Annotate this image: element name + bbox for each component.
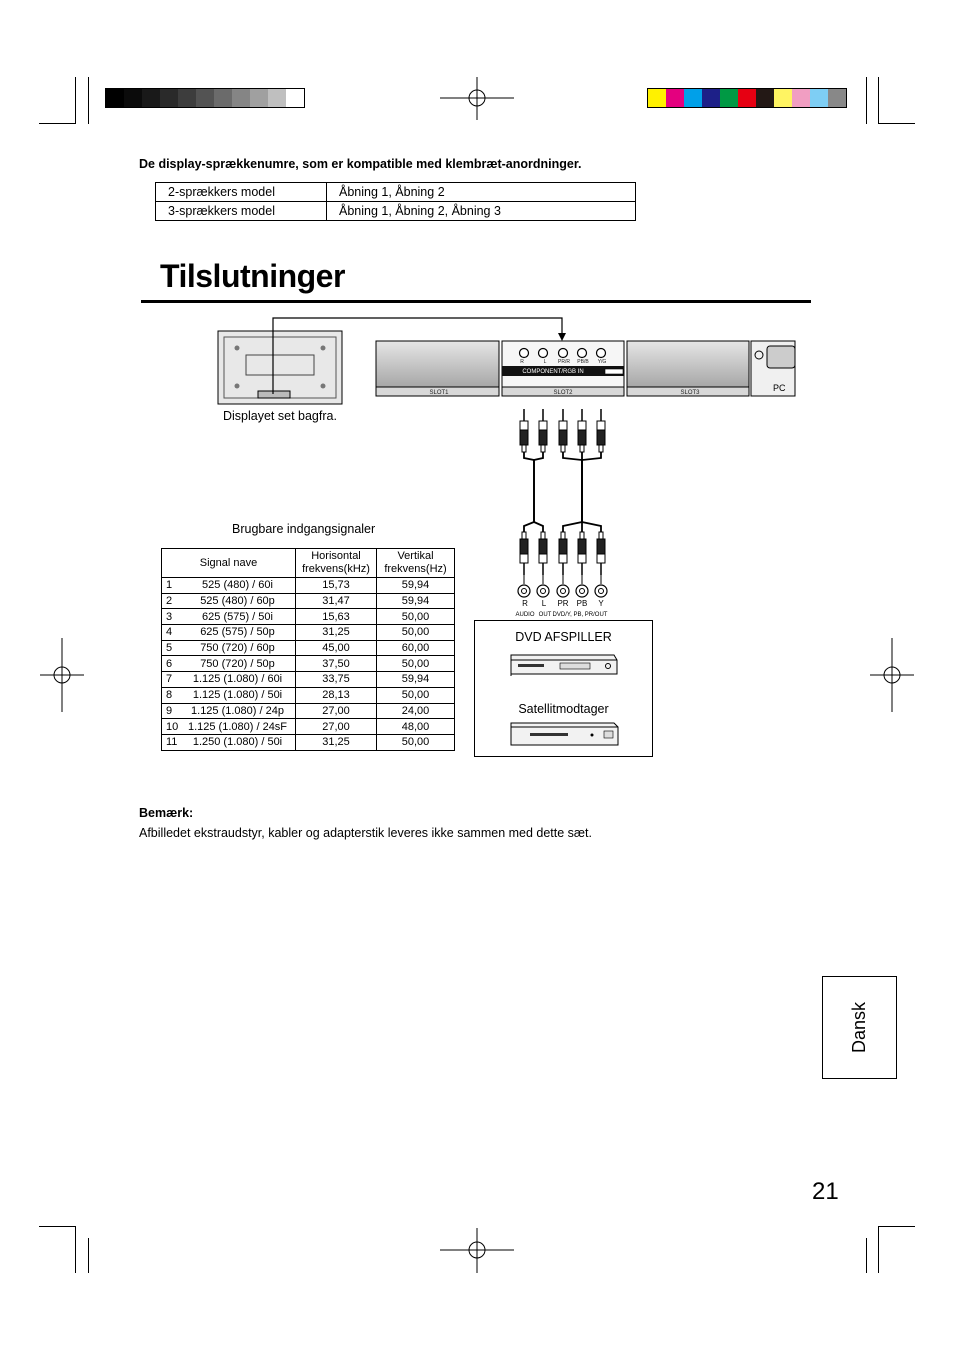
rca-plug-icon [578, 532, 586, 575]
table-row [162, 656, 455, 672]
table-row [162, 703, 455, 719]
rca-jack-icon [518, 575, 530, 597]
jack-label: L [541, 599, 547, 608]
rca-plug-icon [597, 532, 605, 575]
rca-plug-icon [539, 532, 547, 575]
signal-number: 5 [162, 640, 181, 656]
rca-plug-icon [559, 409, 567, 452]
vertical-frequency: 50,00 [377, 625, 455, 641]
signal-number: 10 [162, 719, 181, 735]
panel-top-label: R [520, 359, 524, 365]
jack-label: R [522, 599, 528, 608]
slot3-label: SLOT3 [680, 390, 700, 396]
table-row [162, 687, 455, 703]
horizontal-frequency: 15,73 [296, 578, 377, 594]
jack-label: AUDIO [515, 612, 535, 618]
header-line: frekvens(kHz) [302, 563, 370, 575]
vertical-frequency: 50,00 [377, 656, 455, 672]
signal-name: 625 (575) / 50i [180, 609, 296, 625]
display-caption: Displayet set bagfra. [223, 409, 337, 423]
dvd-player-label: DVD AFSPILLER [515, 630, 612, 644]
horizontal-frequency: 33,75 [296, 672, 377, 688]
signal-name: 525 (480) / 60i [180, 578, 296, 594]
signal-name: 1.125 (1.080) / 60i [180, 672, 296, 688]
output-jacks [518, 575, 607, 597]
signal-name: 750 (720) / 60p [180, 640, 296, 656]
slot2-label: SLOT2 [553, 390, 573, 396]
pc-label: PC [773, 383, 786, 393]
language-tab [822, 976, 897, 1079]
signal-name: 1.250 (1.080) / 50i [180, 734, 296, 750]
header-signal-name: Signal nave [162, 549, 296, 578]
signal-number: 6 [162, 656, 181, 672]
rca-plug-icon [520, 409, 528, 452]
signal-name: 525 (480) / 60p [180, 593, 296, 609]
vertical-frequency: 50,00 [377, 687, 455, 703]
signals-table [161, 548, 455, 751]
satellite-receiver-label: Satellitmodtager [518, 702, 609, 716]
horizontal-frequency: 28,13 [296, 687, 377, 703]
rca-plugs [520, 532, 605, 575]
table-row [162, 734, 455, 750]
signal-number: 1 [162, 578, 181, 594]
rca-plug-icon [559, 532, 567, 575]
panel-top-label: PR/R [558, 359, 570, 365]
horizontal-frequency: 31,25 [296, 625, 377, 641]
rca-plug-icon [539, 409, 547, 452]
horizontal-frequency: 31,25 [296, 734, 377, 750]
signal-name: 1.125 (1.080) / 24p [180, 703, 296, 719]
vertical-frequency: 48,00 [377, 719, 455, 735]
devices-box [474, 620, 653, 757]
table-header-row [162, 549, 455, 578]
slots-intro-text: De display-sprækkenumre, som er kompatible med klembræt-anordninger. [139, 157, 582, 171]
header-horizontal [296, 549, 377, 578]
panel-top-label: L [543, 359, 547, 365]
table-row [162, 672, 455, 688]
table-row [162, 640, 455, 656]
horizontal-frequency: 27,00 [296, 719, 377, 735]
vertical-frequency: 59,94 [377, 672, 455, 688]
signal-name: 625 (575) / 50p [180, 625, 296, 641]
table-row [162, 625, 455, 641]
slot1-label: SLOT1 [429, 390, 449, 396]
page-number: 21 [812, 1178, 839, 1205]
jack-label: PR [557, 599, 569, 608]
signal-number: 8 [162, 687, 181, 703]
note-heading: Bemærk: [139, 806, 194, 820]
signal-number: 3 [162, 609, 181, 625]
vertical-frequency: 24,00 [377, 703, 455, 719]
horizontal-frequency: 45,00 [296, 640, 377, 656]
note-text: Afbilledet ekstraudstyr, kabler og adapterstik leveres ikke sammen med dette sæt. [139, 826, 592, 840]
signals-caption: Brugbare indgangsignaler [232, 522, 376, 536]
header-line: frekvens(Hz) [384, 563, 447, 575]
rca-plugs [520, 409, 605, 452]
header-line: Horisontal [311, 550, 361, 562]
rca-plug-icon [597, 409, 605, 452]
rca-jack-icon [595, 575, 607, 597]
jack-label: OUT [538, 612, 552, 618]
signal-number: 9 [162, 703, 181, 719]
signal-name: 750 (720) / 50p [180, 656, 296, 672]
rca-jack-icon [557, 575, 569, 597]
slot-model: 2-sprækkers model [156, 183, 327, 202]
signal-name: 1.125 (1.080) / 24sF [180, 719, 296, 735]
table-row [162, 719, 455, 735]
vertical-frequency: 59,94 [377, 593, 455, 609]
jack-label: PB [576, 599, 588, 608]
vertical-frequency: 59,94 [377, 578, 455, 594]
table-row [162, 578, 455, 594]
display-rear-icon [218, 331, 342, 404]
panel-top-label: PB/B [577, 359, 589, 365]
jack-label: DVD/Y, PB, PR/OUT [552, 612, 608, 618]
signal-number: 7 [162, 672, 181, 688]
signal-number: 2 [162, 593, 181, 609]
header-line: Vertikal [397, 550, 434, 562]
vertical-frequency: 50,00 [377, 609, 455, 625]
signal-name: 1.125 (1.080) / 50i [180, 687, 296, 703]
rca-plug-icon [578, 409, 586, 452]
table-row [162, 609, 455, 625]
signal-number: 4 [162, 625, 181, 641]
header-vertical [377, 549, 455, 578]
component-input-label: COMPONENT/RGB IN [522, 369, 584, 375]
vertical-frequency: 50,00 [377, 734, 455, 750]
rca-jack-icon [537, 575, 549, 597]
vertical-frequency: 60,00 [377, 640, 455, 656]
slot-list: Åbning 1, Åbning 2 [327, 183, 636, 202]
signal-number: 11 [162, 734, 181, 750]
slot-model: 3-sprækkers model [156, 202, 327, 221]
rca-plug-icon [520, 532, 528, 575]
horizontal-frequency: 15,63 [296, 609, 377, 625]
slot-list: Åbning 1, Åbning 2, Åbning 3 [327, 202, 636, 221]
page-title: Tilslutninger [160, 258, 345, 294]
terminal-board [376, 341, 795, 396]
rca-jack-icon [576, 575, 588, 597]
panel-top-label: Y/G [597, 359, 607, 365]
table-row [162, 593, 455, 609]
horizontal-frequency: 27,00 [296, 703, 377, 719]
horizontal-frequency: 31,47 [296, 593, 377, 609]
language-label: Dansk [849, 1001, 869, 1054]
horizontal-frequency: 37,50 [296, 656, 377, 672]
jack-label: Y [598, 599, 604, 608]
